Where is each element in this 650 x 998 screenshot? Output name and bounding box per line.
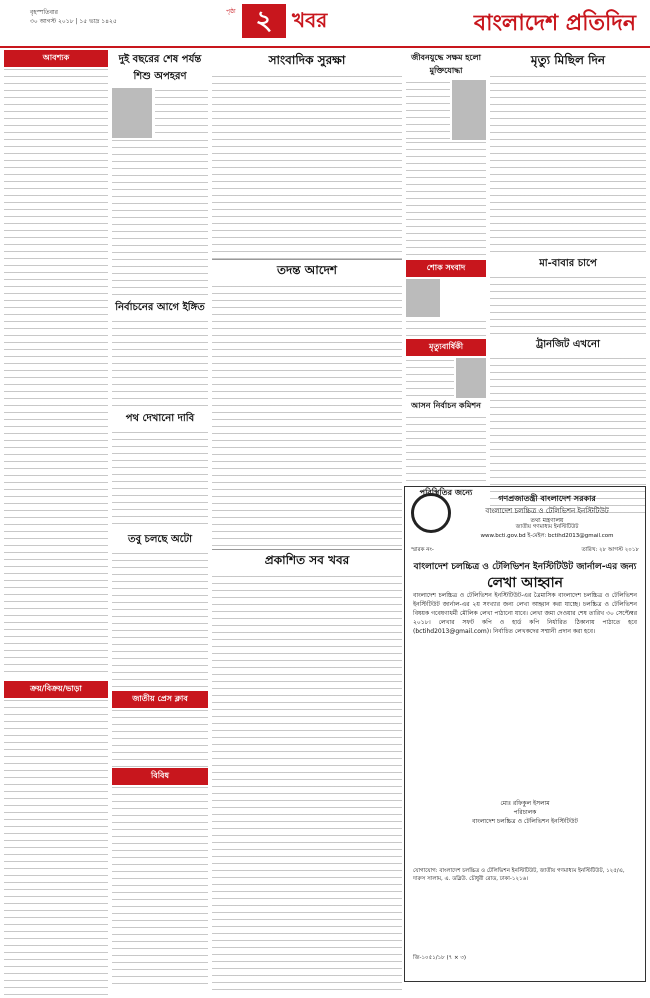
anniversary-header: মৃত্যুবার্ষিকী (406, 339, 486, 356)
story-title-6: পথ দেখানো দাবি (125, 413, 195, 424)
story-title-2: সাংবাদিক সুরক্ষা (268, 53, 346, 67)
story-title-1: দুই বছরের শেষ পর্যন্ত শিশু অপহরণ (118, 54, 202, 82)
page-label: পৃষ্ঠা (226, 8, 236, 15)
obituary-photo (406, 279, 440, 317)
institute-logo-icon (411, 493, 451, 533)
story-title-7: তদন্ত আদেশ (277, 263, 337, 277)
story-photo-2 (452, 80, 486, 140)
classified-text-block (4, 67, 108, 677)
page-number: ২ (242, 4, 286, 38)
story-title-16: আসন নির্বাচন কমিশন (411, 401, 481, 410)
issue-date: বৃহস্পতিবার ৩০ আগস্ট ২০১৮ | ১৫ ভাদ্র ১৪২৫ (30, 9, 117, 25)
section-title: খবর (292, 8, 328, 32)
ad-footer: যোগাযোগ: বাংলাদেশ চলচ্চিত্র ও টেলিভিশন ইনস্টিটিউট, জাতীয় গণমাধ্যম ইনস্টিটিউট, ১২৫/এ, দারুস সালাম, এ. ডব্লিউ. চৌধুরী রোড, ঢাকা-১২১৬। (413, 868, 625, 882)
ad-code: জি-১০৫১/১৮ (৭ × ৩) (413, 955, 467, 961)
anniversary-photo (456, 358, 486, 398)
story-title-5: নির্বাচনের আগে ইঙ্গিত (115, 302, 205, 313)
story-photo (112, 88, 152, 138)
column-2 (112, 50, 208, 980)
classifieds-header: আবশ্যক (4, 50, 108, 67)
story-title-17: পরিস্থিতির জন্যে (419, 488, 473, 497)
ad-body: বাংলাদেশ চলচ্চিত্র ও টেলিভিশন ইনস্টিটিউট-এর ত্রৈমাসিক বাংলাদেশ চলচ্চিত্র ও টেলিভিশন ইনস্টিটিউট জার্নাল-এর ২য় সংখ্যার জন্য লেখা আহ্বান করা যাচ্ছে। চলচ্চিত্র ও টেলিভিশন বিষয়ক গবেষণাধর্মী মৌলিক লেখা পাঠানো যাবে। লেখা জমা দেওয়ার শেষ তারিখ ৩০ সেপ্টেম্বর ২০১৮। লেখার সফট কপি ও হার্ড কপি নির্ধারিত ঠিকানায় পাঠাতে হবে (bctihd2013@gmail.com)। নির্বাচিত লেখকদের সম্মানী প্রদান করা হবে। (413, 592, 637, 635)
ad-signature: মোঃ রফিকুল ইসলাম পরিচালক বাংলাদেশ চলচ্চিত্র ও টেলিভিশন ইনস্টিটিউট (472, 800, 578, 825)
column-center (212, 50, 402, 980)
story-title-9: তবু চলছে অটো (128, 534, 192, 545)
newspaper-logo: বাংলাদেশ প্রতিদিন (473, 10, 636, 36)
classified-text-block-2 (4, 698, 108, 998)
government-notice-ad: গণপ্রজাতন্ত্রী বাংলাদেশ সরকার বাংলাদেশ চলচ্চিত্র ও টেলিভিশন ইনস্টিটিউট তথ্য মন্ত্রণালয় জাতীয় গণমাধ্যম ইনস্টিটিউট www.bcti.gov.bd ই-মেইল: bctihd2013@gmail.com স্মারক নং- তারিখ: ২৮ আগস্ট ২০১৮ বাংলাদেশ চলচ্চিত্র ও টেলিভিশন ইনস্টিটিউট জার্নাল-এর জন্য লেখা আহ্বান বাংলাদেশ চলচ্চিত্র ও টেলিভিশন ইনস্টিটিউট-এর ত্রৈমাসিক বাংলাদেশ চলচ্চিত্র ও টেলিভিশন ইনস্টিটিউট জার্নাল-এর ২য় সংখ্যার জন্য লেখা আহ্বান করা যাচ্ছে। চলচ্চিত্র ও টেলিভিশন বিষয়ক গবেষণাধর্মী মৌলিক লেখা পাঠানো যাবে। লেখা জমা দেওয়ার শেষ তারিখ ৩০ সেপ্টেম্বর ২০১৮। লেখার সফট কপি ও হার্ড কপি নির্ধারিত ঠিকানায় পাঠাতে হবে (bctihd2013@gmail.com)। নির্বাচিত লেখকদের সম্মানী প্রদান করা হবে। মোঃ রফিকুল ইসলাম পরিচালক বাংলাদেশ চলচ্চিত্র ও টেলিভিশন ইনস্টিটিউট যোগাযোগ: বাংলাদেশ চলচ্চিত্র ও টেলিভিশন ইনস্টিটিউট, জাতীয় গণমাধ্যম ইনস্টিটিউট, ১২৫/এ, দারুস সালাম, এ. ডব্লিউ. চৌধুরী রোড, ঢাকা-১২১৬। জি-১০৫১/১৮ (৭ × ৩) (404, 486, 646, 982)
story-title-3: জীবনযুদ্ধে সক্ষম হলো মুক্তিযোদ্ধা (411, 53, 481, 75)
box-header: জাতীয় প্রেস ক্লাব (112, 691, 208, 708)
story-title-4: মৃত্যু মিছিল দিন (530, 53, 606, 67)
masthead (0, 0, 650, 48)
story-title-13: ট্রানজিট এখনো (536, 339, 600, 350)
story-title-15: প্রকাশিত সব খবর (264, 553, 350, 567)
ad-headline: লেখা আহ্বান (486, 575, 564, 591)
obituary-header: শোক সংবাদ (406, 260, 486, 277)
story-title-8: মা-বাবার চাপে (539, 258, 597, 269)
classifieds-column (4, 50, 108, 980)
buy-sell-header: ক্রয়/বিক্রয়/ভাড়া (4, 681, 108, 698)
misc-header: বিবিধ (112, 768, 208, 785)
column-right (490, 50, 646, 482)
column-5 (406, 50, 486, 497)
ad-title: বাংলাদেশ চলচ্চিত্র ও টেলিভিশন ইনস্টিটিউট জার্নাল-এর জন্য (413, 562, 637, 572)
